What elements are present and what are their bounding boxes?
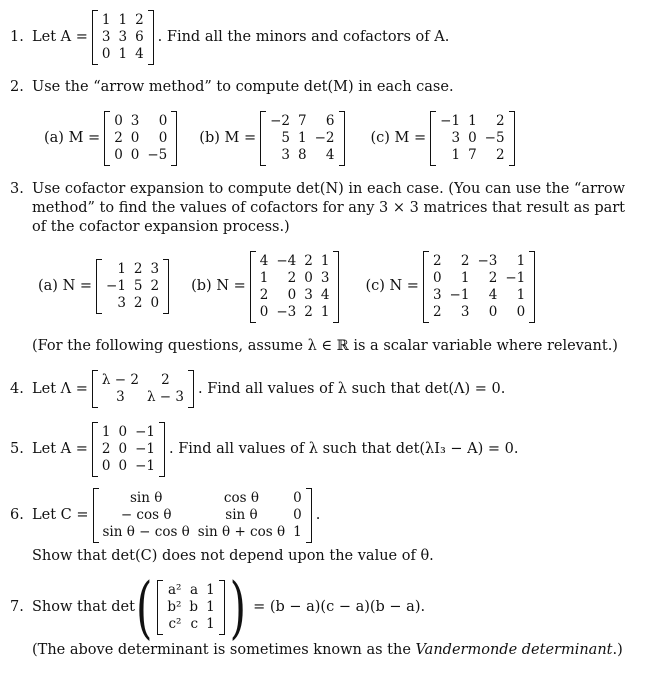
matrix-cell: 3 (130, 112, 140, 129)
matrix-cell: 0 (293, 490, 302, 506)
matrix-cell: −1 (505, 269, 526, 286)
matrix-cell: a² (167, 582, 182, 598)
matrix-cell: 3 (116, 389, 125, 405)
problem-followup: Show that det(C) does not depend upon the value of θ. (32, 548, 434, 564)
problem-3 (10, 180, 643, 355)
matrix-cell: 0 (259, 303, 269, 320)
matrix-cell: 3 (118, 29, 128, 45)
matrix-cell: 0 (150, 295, 160, 312)
matrix-cell: −1 (135, 441, 155, 457)
matrix-entries (429, 253, 529, 321)
matrix-cell: 2 (161, 372, 170, 388)
matrix-cell: 1 (298, 129, 307, 146)
matrix-cell: 0 (432, 269, 442, 286)
matrix-cell: 2 (133, 261, 143, 278)
matrix-cell: 3 (281, 146, 290, 163)
matrix-entries (102, 261, 163, 312)
matrix-cell: 3 (460, 303, 470, 320)
matrix-n-c (423, 251, 535, 323)
matrix-cell: 3 (150, 261, 160, 278)
matrix-cell: 2 (114, 129, 123, 146)
matrix-cell: −5 (147, 146, 168, 163)
matrix-cell: 3 (304, 286, 313, 303)
matrix-cell: 0 (118, 424, 128, 440)
matrix-cell: λ − 2 (101, 372, 139, 388)
matrix-cell: 2 (488, 269, 498, 286)
matrix-cell: 2 (135, 12, 144, 28)
matrix-cell: 5 (133, 278, 143, 295)
matrix-c (93, 488, 312, 543)
part-label: (a) N = (38, 278, 93, 295)
matrix-cell: 2 (150, 278, 160, 295)
part-label: (b) M = (199, 129, 257, 146)
matrix-cell: 1 (206, 616, 215, 632)
matrix-entries (98, 12, 148, 63)
matrix-cell: 2 (259, 286, 269, 303)
matrix-cell: 0 (114, 146, 123, 163)
matrix-cell: 0 (468, 129, 477, 146)
matrix-cell: −2 (314, 129, 335, 146)
matrix-cell: 8 (298, 146, 307, 163)
problem-number: 7. (10, 599, 24, 616)
matrix-cell: 2 (304, 303, 313, 320)
matrix-cell: 2 (495, 146, 505, 163)
matrix-cell: b² (167, 599, 182, 615)
matrix-entries (99, 490, 306, 541)
matrix-cell: 1 (516, 286, 526, 303)
matrix-cell: 6 (135, 29, 144, 45)
matrix-cell: 1 (259, 269, 269, 286)
matrix-cell: 2 (495, 112, 505, 129)
matrix-cell: c² (168, 616, 182, 632)
problem-text: = (b − a)(c − a)(b − a). (253, 599, 426, 616)
vandermonde-term: Vandermonde determinant (415, 642, 613, 658)
matrix-a (92, 422, 165, 477)
matrix-cell: 2 (287, 269, 297, 286)
problem-number: 5. (10, 441, 24, 458)
problem-5 (10, 422, 643, 477)
problem-number: 4. (10, 380, 24, 397)
matrix-cell: 4 (488, 286, 498, 303)
matrix-cell: 3 (101, 29, 111, 45)
problem-text: Use cofactor expansion to compute det(N) in each case. (You can use the “arrow method” to find the values of cofactors for any 3 × 3 matrices that result as part of the cofactor expansion process.) (32, 181, 626, 235)
problem-text: . Find all values of λ such that det(Λ) = 0. (197, 380, 506, 397)
matrix-cell: c (190, 616, 199, 632)
matrix-cell: 2 (432, 252, 442, 269)
part-label: (a) M = (44, 129, 101, 146)
matrix-cell: 0 (114, 112, 123, 129)
matrix-cell: 2 (101, 441, 111, 457)
matrix-cell: −5 (484, 129, 505, 146)
matrix-cell: 2 (460, 252, 470, 269)
matrix-cell: 0 (158, 129, 168, 146)
problem-lead: Let A = (32, 441, 88, 458)
matrix-cell: 0 (293, 507, 302, 523)
matrix-cell: sin θ (129, 490, 163, 506)
matrix-cell: −2 (270, 112, 290, 129)
matrix-cell: 2 (133, 295, 143, 312)
part-label: (c) M = (370, 129, 427, 146)
matrix-cell: 1 (101, 12, 111, 28)
problem-number: 3. (10, 181, 24, 197)
paren-right: ) (229, 567, 247, 646)
problem-lead: Show that det (32, 599, 135, 616)
matrix-cell: − cos θ (120, 507, 172, 523)
problem-number: 6. (10, 507, 24, 524)
matrix-a (92, 10, 154, 65)
matrix-cell: 4 (135, 46, 144, 62)
problem-text: . (315, 507, 321, 524)
matrix-cell: 1 (118, 46, 128, 62)
vandermonde-note-post: .) (612, 642, 623, 658)
matrix-cell: 7 (298, 112, 307, 129)
matrix-cell: 6 (325, 112, 335, 129)
matrix-cell: 0 (101, 46, 111, 62)
matrix-cell: 0 (488, 303, 498, 320)
matrix-cell: 0 (516, 303, 526, 320)
matrix-cell: 0 (118, 458, 128, 474)
matrix-cell: b (189, 599, 199, 615)
matrix-cell: −3 (477, 252, 498, 269)
matrix-lambda (92, 370, 194, 408)
matrix-cell: a (190, 582, 199, 598)
matrix-cell: 0 (101, 458, 111, 474)
matrix-cell: 1 (101, 424, 111, 440)
matrix-cell: 7 (468, 146, 477, 163)
matrix-entries (436, 113, 508, 164)
matrix-cell: 2 (304, 252, 313, 269)
problem-text: . Find all values of λ such that det(λI₃ − A) = 0. (168, 441, 519, 458)
matrix-cell: sin θ − cos θ (102, 524, 190, 540)
matrix-cell: 1 (320, 252, 330, 269)
matrix-cell: 0 (118, 441, 128, 457)
part-label: (c) N = (365, 278, 419, 295)
matrix-cell: 1 (468, 112, 477, 129)
matrix-n-b (250, 251, 340, 323)
part-label: (b) N = (191, 278, 246, 295)
matrix-cell: −1 (135, 458, 155, 474)
matrix-cell: 0 (158, 112, 168, 129)
matrix-cell: 1 (516, 252, 526, 269)
matrix-cell: λ − 3 (146, 389, 184, 405)
problem-6 (10, 488, 643, 566)
matrix-entries (256, 253, 334, 321)
matrix-cell: 1 (460, 269, 470, 286)
matrix-cell: −4 (276, 252, 297, 269)
problem-text: Use the “arrow method” to compute det(M) in each case. (32, 79, 454, 95)
matrix-cell: −1 (449, 286, 470, 303)
problem-lead: Let C = (32, 507, 89, 524)
matrix-cell: −1 (106, 278, 126, 295)
matrix-cell: 3 (451, 129, 461, 146)
matrix-cell: 1 (320, 303, 330, 320)
vandermonde-note-pre: (The above determinant is sometimes known as the (32, 642, 411, 658)
matrix-cell: 0 (130, 129, 140, 146)
matrix-entries (110, 113, 171, 164)
matrix-cell: 1 (206, 599, 215, 615)
matrix-cell: cos θ (223, 490, 259, 506)
paren-left: ( (135, 567, 153, 646)
problem-number: 1. (10, 29, 24, 46)
matrix-cell: 1 (293, 524, 302, 540)
matrix-entries (163, 582, 218, 633)
matrix-cell: −1 (135, 424, 155, 440)
problem-lead: Let A = (32, 29, 88, 46)
matrix-cell: 1 (117, 261, 126, 278)
matrix-cell: sin θ + cos θ (197, 524, 286, 540)
matrix-cell: 2 (432, 303, 442, 320)
problem-text: . Find all the minors and cofactors of A. (157, 29, 450, 46)
matrix-cell: 1 (206, 582, 215, 598)
matrix-m-b (260, 111, 344, 166)
matrix-cell: 3 (320, 269, 330, 286)
problem-4 (10, 370, 643, 408)
matrix-cell: 0 (130, 146, 140, 163)
matrix-cell: 4 (259, 252, 269, 269)
matrix-cell: 4 (320, 286, 330, 303)
assumption-note: (For the following questions, assume λ ∈ ℝ is a scalar variable where relevant.) (32, 337, 618, 354)
matrix-entries (266, 113, 338, 164)
matrix-cell: 5 (281, 129, 290, 146)
matrix-m-a (104, 111, 177, 166)
matrix-cell: −1 (440, 112, 461, 129)
matrix-cell: 0 (304, 269, 313, 286)
matrix-entries (98, 372, 188, 406)
matrix-vandermonde (157, 580, 224, 635)
problem-lead: Let Λ = (32, 380, 88, 397)
matrix-cell: −3 (276, 303, 297, 320)
matrix-cell: 1 (118, 12, 128, 28)
problem-1 (10, 10, 643, 65)
matrix-cell: 1 (451, 146, 461, 163)
matrix-cell: 3 (117, 295, 126, 312)
matrix-cell: 0 (287, 286, 297, 303)
matrix-m-c (430, 111, 514, 166)
problem-number: 2. (10, 79, 24, 95)
matrix-cell: 3 (432, 286, 442, 303)
problem-2 (10, 78, 643, 166)
matrix-entries (98, 424, 159, 475)
matrix-cell: 4 (325, 146, 335, 163)
matrix-n-a (96, 259, 169, 314)
problem-7 (10, 567, 643, 660)
matrix-cell: sin θ (225, 507, 258, 523)
